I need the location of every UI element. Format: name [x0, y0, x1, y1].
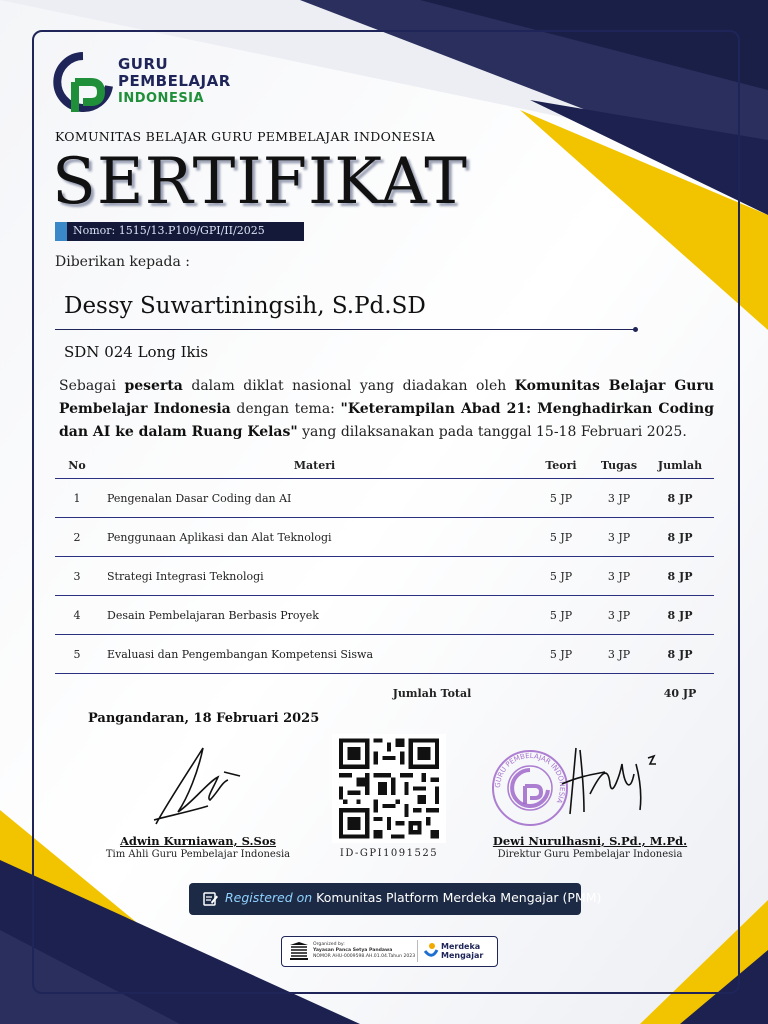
logo-wordmark — [118, 56, 231, 107]
table-row: 5 Evaluasi dan Pengembangan Kompetensi Siswa 5 JP 3 JP 8 JP — [55, 635, 714, 674]
merdeka-mengajar-logo-icon — [423, 942, 439, 960]
signature-left — [148, 742, 253, 832]
organizer-label: Organized by: — [313, 942, 345, 947]
foundation-logo-icon — [288, 941, 310, 961]
certificate-edit-icon — [203, 891, 219, 907]
registered-prefix: Registered on — [225, 890, 313, 905]
certificate-description: Sebagai peserta dalam diklat nasional yang diadakan oleh Komunitas Belajar Guru Pembelajar Indonesia dengan tema: "Keterampilan Abad 21: Menghadirkan Coding dan AI ke dalam Ruang Kelas" yang dilaksanakan pada tanggal 15-18 Februari 2025. — [59, 378, 715, 440]
logo-line-1: GURU — [118, 55, 169, 73]
signatory-right-name: Dewi Nurulhasni, S.Pd., M.Pd. — [492, 834, 688, 848]
table-total-row — [55, 674, 714, 713]
certificate-number: Nomor: 1515/13.P109/GPI/II/2025 — [73, 224, 265, 237]
organizer-badge — [281, 936, 498, 967]
qr-code — [332, 734, 446, 843]
header-no: No — [68, 458, 86, 472]
signature-right — [550, 744, 660, 819]
header-tugas: Tugas — [600, 458, 638, 472]
table-row: 3 Strategi Integrasi Teknologi 5 JP 3 JP 8 JP — [55, 557, 714, 596]
materi-table — [55, 452, 714, 712]
table-row: 4 Desain Pembelajaran Berbasis Proyek 5 JP 3 JP 8 JP — [55, 596, 714, 635]
given-to-label: Diberikan kepada : — [55, 254, 190, 270]
organizer-name: Yayasan Panca Setya Pandawa — [313, 948, 393, 953]
logo-line-3: INDONESIA — [118, 91, 205, 106]
registered-platform: Komunitas Platform Merdeka Mengajar (PMM) — [312, 890, 602, 905]
qr-id: ID-GPI1091525 — [339, 848, 439, 859]
table-row: 2 Penggunaan Aplikasi dan Alat Teknologi 5 JP 3 JP 8 JP — [55, 518, 714, 557]
merdeka-mengajar-wordmark: Merdeka Mengajar — [441, 942, 484, 960]
registered-banner — [189, 883, 602, 915]
header-jumlah: Jumlah — [657, 458, 703, 472]
certificate-number-bar — [55, 222, 304, 241]
total-label: Jumlah Total — [99, 674, 646, 713]
signatory-left-role: Tim Ahli Guru Pembelajar Indonesia — [105, 849, 291, 860]
recipient-name: Dessy Suwartiningsih, S.Pd.SD — [64, 293, 426, 319]
name-underline-dot — [633, 327, 638, 332]
place-date: Pangandaran, 18 Februari 2025 — [88, 711, 320, 726]
organizer-legal: NOMOR AHU-0009598.AH.01.04.Tahun 2023 — [313, 954, 416, 959]
guru-pembelajar-logo-icon — [53, 52, 113, 116]
recipient-school: SDN 024 Long Ikis — [64, 343, 209, 361]
logo-line-2: PEMBELAJAR — [118, 72, 231, 90]
table-header — [55, 452, 714, 479]
community-header: KOMUNITAS BELAJAR GURU PEMBELAJAR INDONESIA — [55, 129, 436, 144]
name-underline — [55, 329, 635, 330]
total-value: 40 JP — [646, 674, 714, 713]
signatory-left-name: Adwin Kurniawan, S.Sos — [119, 834, 276, 848]
header-teori: Teori — [545, 458, 577, 472]
svg-text:GURU PEMBELAJAR INDONESIA: GURU PEMBELAJAR INDONESIA — [493, 751, 567, 805]
header-materi: Materi — [293, 458, 336, 472]
certificate-title: SERTIFIKAT — [52, 145, 468, 219]
signatory-right-role: Direktur Guru Pembelajar Indonesia — [497, 849, 683, 860]
table-row: 1 Pengenalan Dasar Coding dan AI 5 JP 3 JP 8 JP — [55, 479, 714, 518]
